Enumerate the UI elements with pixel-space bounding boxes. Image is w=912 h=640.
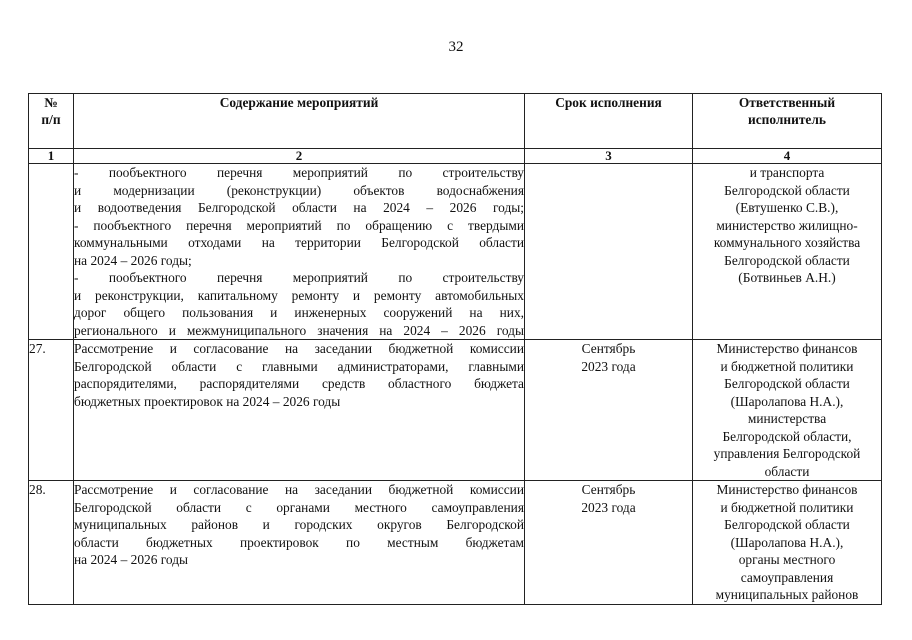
responsible-line: Белгородской области [724,376,850,391]
content-line: распорядителями, распорядителями средств областного бюджета [74,376,524,391]
row-responsible [693,164,882,340]
row-number: 27. [29,340,74,481]
responsible-line: области [764,463,810,479]
content-line: муниципальных районов и городских округов Белгородской [74,517,524,532]
responsible-line: Белгородской области, [722,428,852,444]
content-line: коммунальными отходами на территории Белгородской области [74,235,524,250]
row-content [74,340,525,481]
header-number [29,94,74,149]
responsible-line: (Ботвиньев А.Н.) [738,270,836,285]
content-line: Белгородской области с органами местного самоуправления [74,499,524,515]
responsible-line: органы местного [738,552,836,567]
responsible-line: (Шаролапова Н.А.), [730,393,844,409]
header-number-line: № [44,95,58,110]
column-number: 3 [525,149,693,164]
header-responsible-line: Ответственный [738,95,836,110]
header-number-line: п/п [41,112,61,127]
content-line: и модернизации (реконструкции) объектов водоснабжения [74,182,524,198]
row-responsible [693,481,882,605]
table-row [29,481,882,605]
column-number: 2 [74,149,525,164]
content-line: на 2024 – 2026 годы [74,552,189,567]
content-line: области бюджетных проектировок по местным бюджетам [74,534,524,550]
deadline-line: Сентябрь [581,341,636,356]
row-number [29,164,74,340]
column-number: 1 [29,149,74,164]
deadline-line: Сентябрь [581,482,636,497]
content-line: на 2024 – 2026 годы; [74,252,192,268]
responsible-line: Министерство финансов [716,482,858,497]
responsible-line: министерства [747,411,827,426]
column-number: 4 [693,149,882,164]
responsible-line: и бюджетной политики [720,358,854,374]
content-line: Рассмотрение и согласование на заседании бюджетной комиссии [74,341,524,356]
deadline-line: 2023 года [581,358,636,374]
header-row [29,94,882,149]
content-line: и реконструкции, капитальному ремонту и ремонту автомобильных [74,287,524,303]
page-number: 32 [448,39,464,55]
content-line: Рассмотрение и согласование на заседании бюджетной комиссии [74,482,524,497]
content-line: дорог общего пользования и инженерных сооружений на них, [74,305,524,320]
header-responsible-line: исполнитель [748,112,826,127]
row-deadline [525,340,693,481]
responsible-line: коммунального хозяйства [713,235,861,250]
activities-table [28,93,882,605]
row-number: 28. [29,481,74,605]
header-content: Содержание мероприятий [74,94,525,149]
content-line: - пообъектного перечня мероприятий по строительству [74,165,524,180]
content-line: - пообъектного перечня мероприятий по строительству [74,270,524,285]
content-line: регионального и межмуниципального значения на 2024 – 2026 годы [74,322,524,338]
responsible-line: муниципальных районов [715,587,859,602]
row-content [74,164,525,340]
responsible-line: самоуправления [740,569,834,585]
responsible-line: министерство жилищно- [716,217,858,233]
content-line: и водоотведения Белгородской области на 2024 – 2026 годы; [74,200,524,215]
content-line: бюджетных проектировок на 2024 – 2026 годы [74,393,341,409]
responsible-line: (Шаролапова Н.А.), [730,534,844,550]
responsible-line: и бюджетной политики [720,499,854,515]
row-content [74,481,525,605]
content-line: - пообъектного перечня мероприятий по обращению с твердыми [74,217,524,233]
row-responsible [693,340,882,481]
column-number-row [29,149,882,164]
responsible-line: Министерство финансов [716,341,858,356]
deadline-line: 2023 года [581,499,636,515]
table-row [29,340,882,481]
responsible-line: Белгородской области [724,252,850,268]
header-responsible [693,94,882,149]
responsible-line: (Евтушенко С.В.), [735,200,839,215]
responsible-line: Белгородской области [724,182,850,198]
responsible-line: Белгородской области [724,517,850,532]
responsible-line: управления Белгородской [713,446,861,461]
row-deadline [525,164,693,340]
table-row [29,164,882,340]
responsible-line: и транспорта [749,165,825,180]
content-line: Белгородской области с главными администраторами, главными [74,358,524,374]
row-deadline [525,481,693,605]
header-deadline: Срок исполнения [525,94,693,149]
